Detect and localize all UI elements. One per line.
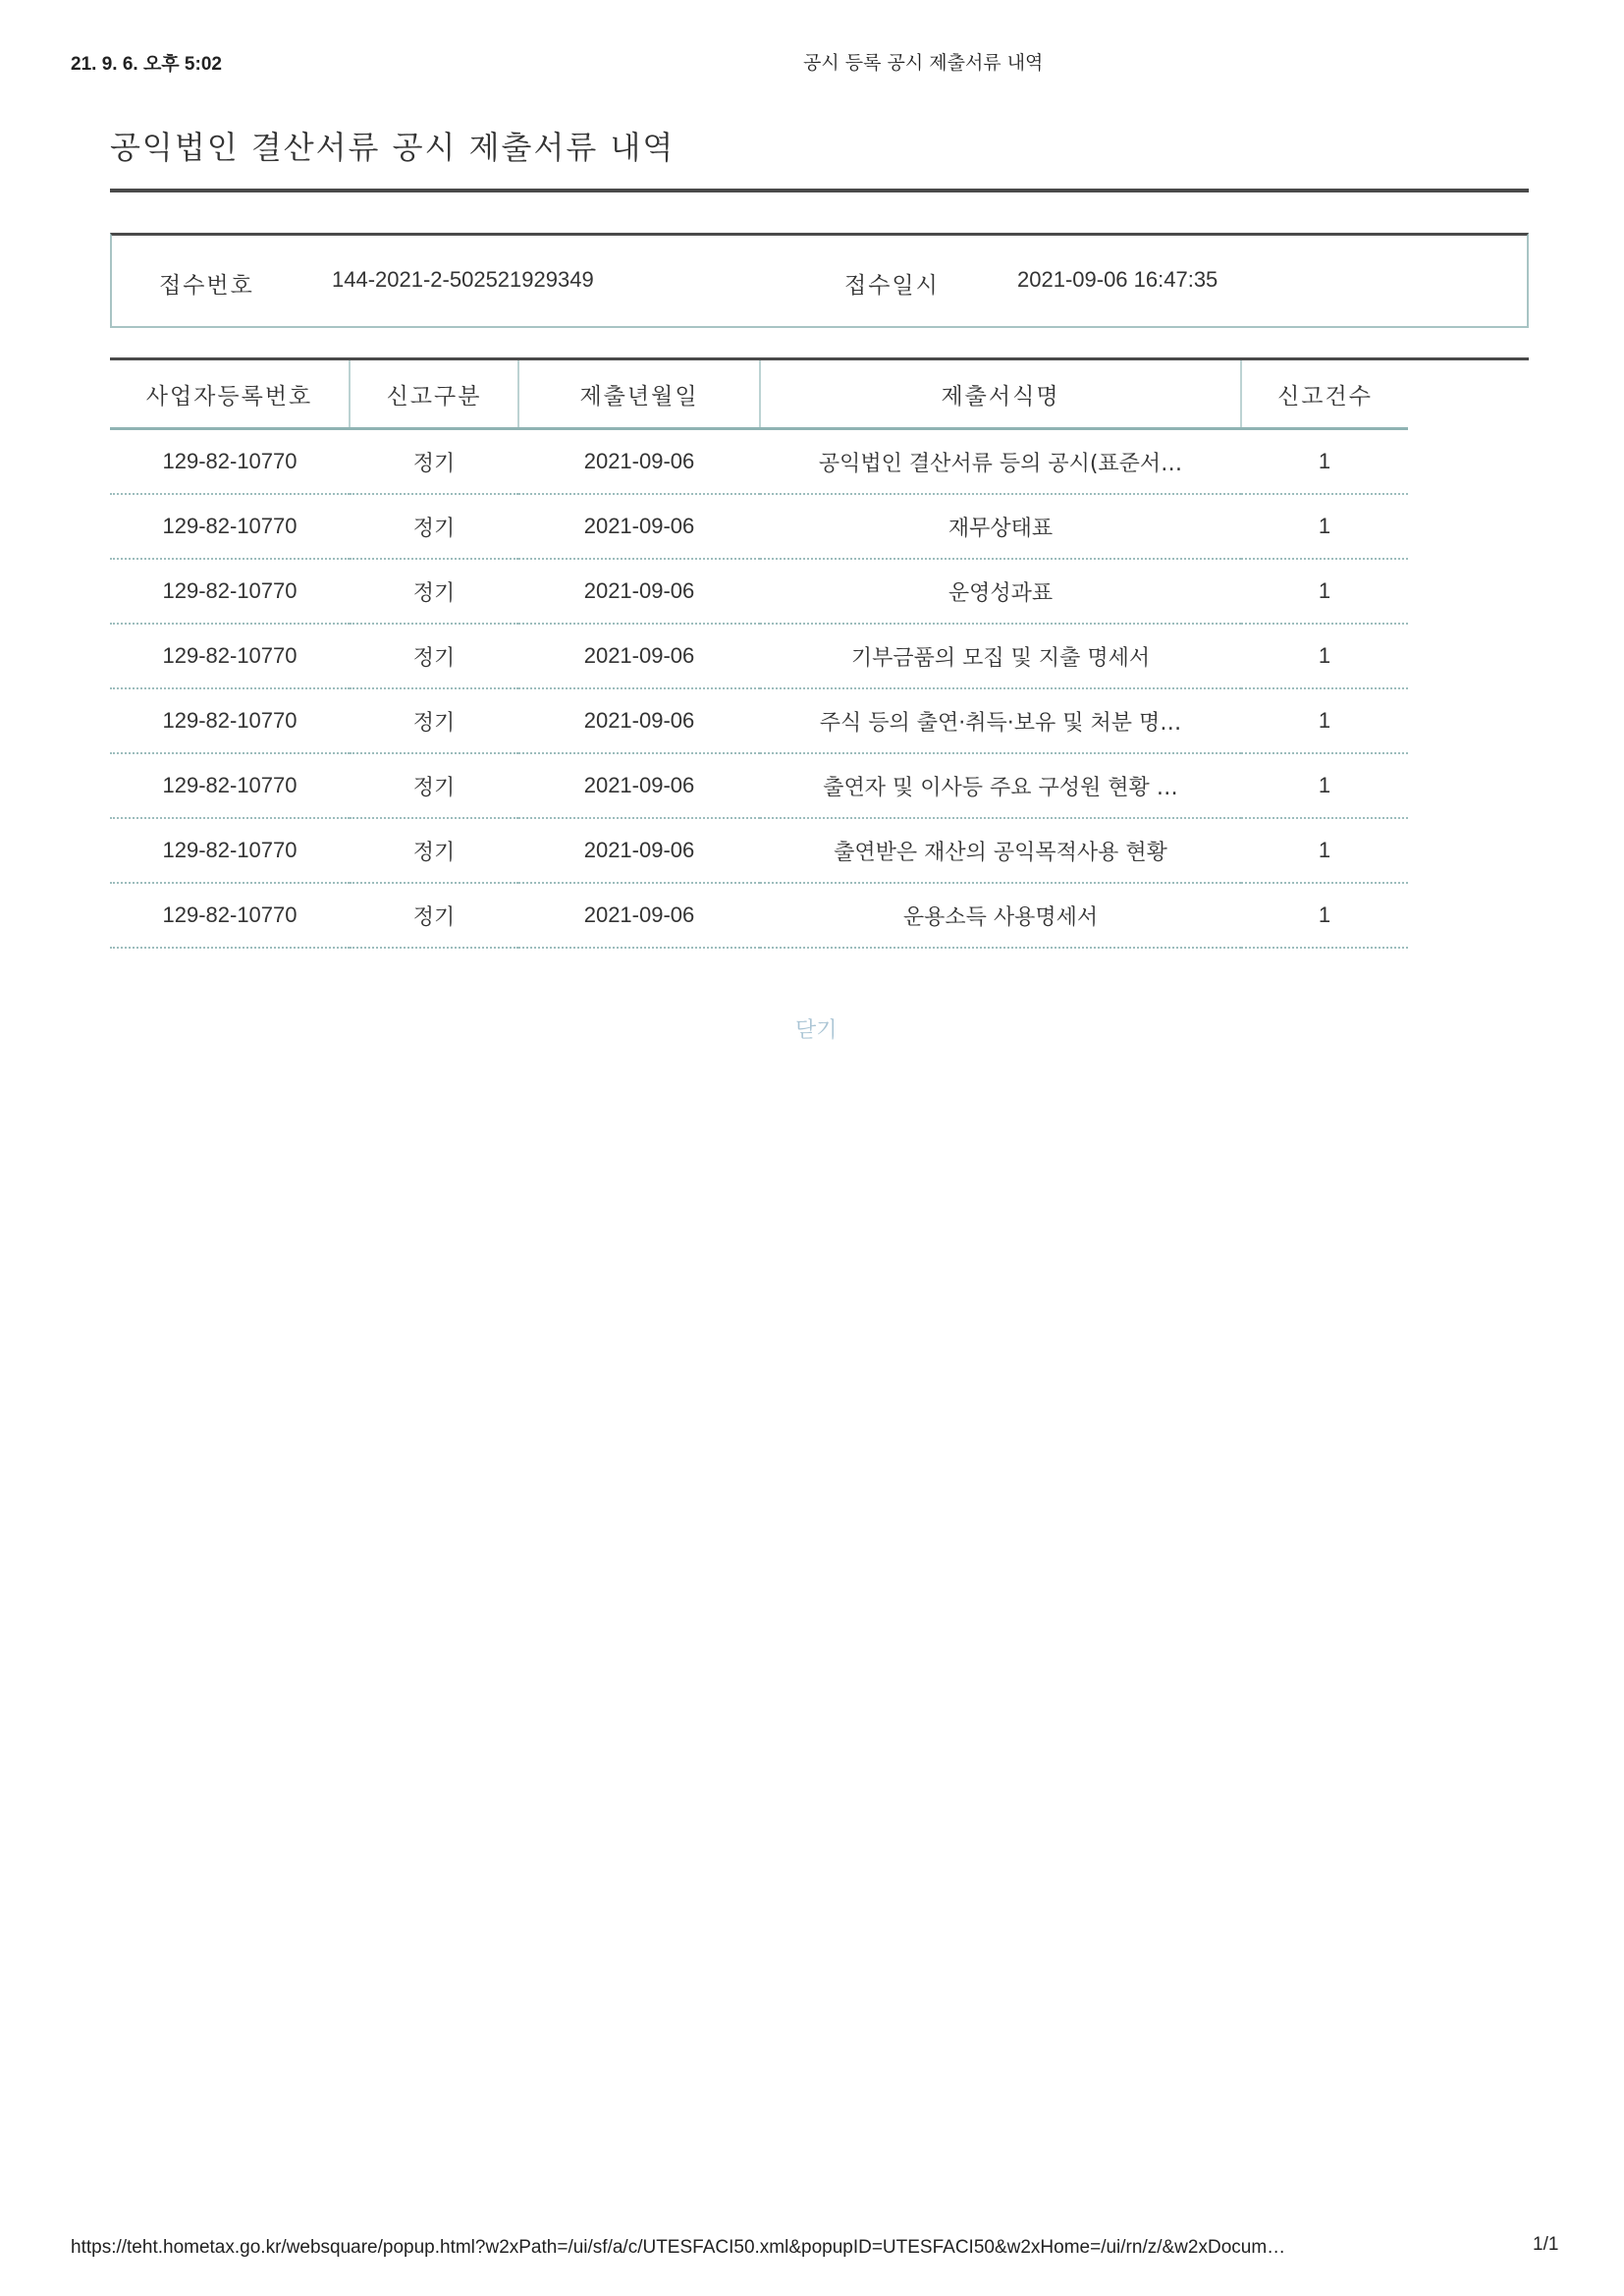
print-footer-page-indicator: 1/1 xyxy=(1533,2234,1559,2255)
column-header-form-name: 제출서식명 xyxy=(760,360,1241,429)
cell-submission-date: 2021-09-06 xyxy=(518,753,760,818)
receipt-date-label: 접수일시 xyxy=(844,273,940,299)
cell-form-name: 출연자 및 이사등 주요 구성원 현황 … xyxy=(760,753,1241,818)
cell-report-type: 정기 xyxy=(350,429,518,495)
close-button[interactable]: 닫기 xyxy=(795,1013,838,1044)
print-footer-url: https://teht.hometax.go.kr/websquare/popup.html?w2xPath=/ui/sf/a/c/UTESFACI50.xml&popupID=UTESFACI50&w2xHome=/ui/rn/z/&w2xDocum… xyxy=(71,2237,1286,2258)
column-header-business-number: 사업자등록번호 xyxy=(110,360,350,429)
submitted-documents-table xyxy=(110,360,1408,949)
cell-report-type: 정기 xyxy=(350,883,518,948)
cell-form-name: 운용소득 사용명세서 xyxy=(760,883,1241,948)
cell-report-count: 1 xyxy=(1241,818,1408,883)
column-header-submission-date: 제출년월일 xyxy=(518,360,760,429)
cell-submission-date: 2021-09-06 xyxy=(518,818,760,883)
table-row xyxy=(110,559,1408,624)
table-row xyxy=(110,818,1408,883)
receipt-date-value: 2021-09-06 16:47:35 xyxy=(1017,267,1218,292)
column-header-report-count: 신고건수 xyxy=(1241,360,1408,429)
cell-business-number: 129-82-10770 xyxy=(110,753,350,818)
print-header-datetime: 21. 9. 6. 오후 5:02 xyxy=(71,54,222,75)
cell-business-number: 129-82-10770 xyxy=(110,883,350,948)
receipt-info-box xyxy=(110,233,1529,328)
table-row xyxy=(110,429,1408,495)
cell-report-count: 1 xyxy=(1241,559,1408,624)
cell-report-count: 1 xyxy=(1241,753,1408,818)
cell-business-number: 129-82-10770 xyxy=(110,494,350,559)
cell-report-type: 정기 xyxy=(350,559,518,624)
cell-report-type: 정기 xyxy=(350,624,518,688)
table-row xyxy=(110,688,1408,753)
cell-report-type: 정기 xyxy=(350,494,518,559)
cell-form-name: 기부금품의 모집 및 지출 명세서 xyxy=(760,624,1241,688)
cell-business-number: 129-82-10770 xyxy=(110,624,350,688)
cell-report-type: 정기 xyxy=(350,688,518,753)
cell-report-count: 1 xyxy=(1241,688,1408,753)
table-row xyxy=(110,624,1408,688)
receipt-number-label: 접수번호 xyxy=(159,273,254,299)
cell-form-name: 운영성과표 xyxy=(760,559,1241,624)
column-header-report-type: 신고구분 xyxy=(350,360,518,429)
cell-form-name: 재무상태표 xyxy=(760,494,1241,559)
cell-report-count: 1 xyxy=(1241,429,1408,495)
cell-report-type: 정기 xyxy=(350,753,518,818)
cell-form-name: 공익법인 결산서류 등의 공시(표준서… xyxy=(760,429,1241,495)
cell-report-count: 1 xyxy=(1241,494,1408,559)
cell-business-number: 129-82-10770 xyxy=(110,559,350,624)
cell-form-name: 주식 등의 출연·취득·보유 및 처분 명… xyxy=(760,688,1241,753)
cell-report-type: 정기 xyxy=(350,818,518,883)
cell-submission-date: 2021-09-06 xyxy=(518,559,760,624)
cell-submission-date: 2021-09-06 xyxy=(518,494,760,559)
table-row xyxy=(110,494,1408,559)
cell-submission-date: 2021-09-06 xyxy=(518,624,760,688)
receipt-number-value: 144-2021-2-502521929349 xyxy=(332,267,594,292)
cell-business-number: 129-82-10770 xyxy=(110,429,350,495)
cell-form-name: 출연받은 재산의 공익목적사용 현황 xyxy=(760,818,1241,883)
cell-report-count: 1 xyxy=(1241,883,1408,948)
cell-submission-date: 2021-09-06 xyxy=(518,429,760,495)
title-divider xyxy=(110,189,1529,192)
table-row xyxy=(110,883,1408,948)
table-row xyxy=(110,753,1408,818)
cell-business-number: 129-82-10770 xyxy=(110,688,350,753)
cell-submission-date: 2021-09-06 xyxy=(518,883,760,948)
page-title: 공익법인 결산서류 공시 제출서류 내역 xyxy=(110,129,676,166)
cell-report-count: 1 xyxy=(1241,624,1408,688)
cell-business-number: 129-82-10770 xyxy=(110,818,350,883)
print-header-window-title: 공시 등록 공시 제출서류 내역 xyxy=(803,52,1044,74)
cell-submission-date: 2021-09-06 xyxy=(518,688,760,753)
table-header-row xyxy=(110,360,1408,429)
